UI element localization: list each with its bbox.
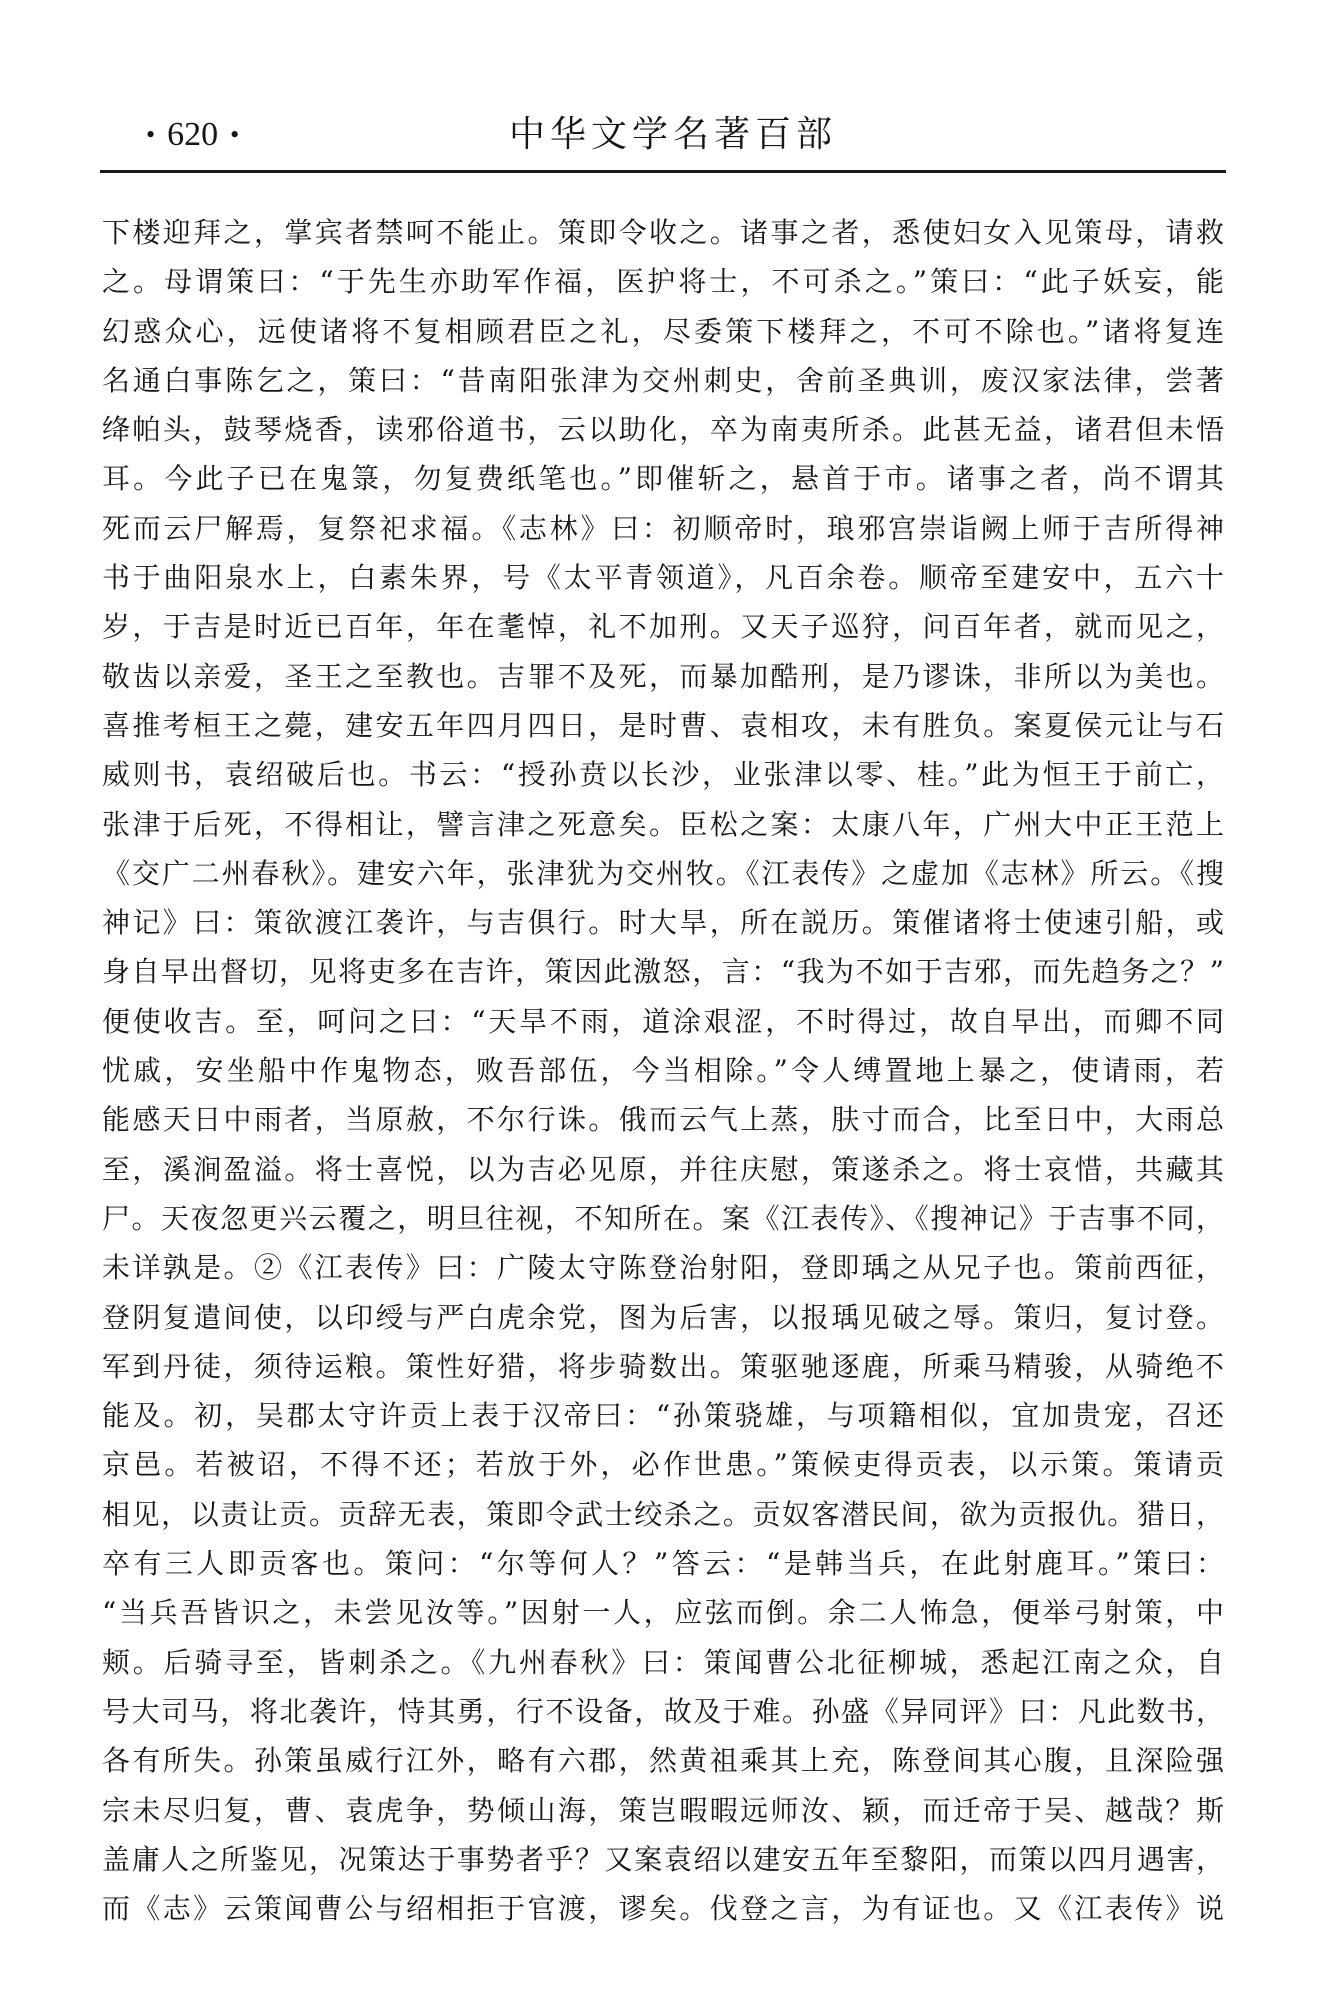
text-line: 能及。初，吴郡太守许贡上表于汉帝曰：“孙策骁雄，与项籍相似，宜加贵宠，召还 — [102, 1399, 1224, 1433]
text-line: 至，溪涧盈溢。将士喜悦，以为吉必见原，并往庆慰，策遂杀之。将士哀惜，共藏其 — [102, 1152, 1224, 1186]
text-line: 威则书，袁绍破后也。书云：“授孙贲以长沙，业张津以零、桂。”此为恒王于前亡， — [102, 758, 1224, 792]
text-line: 敬齿以亲爱，圣王之至教也。吉罪不及死，而暴加酷刑，是乃谬诛，非所以为美也。 — [102, 659, 1224, 693]
text-line: 军到丹徒，须待运粮。策性好猎，将步骑数出。策驱驰逐鹿，所乘马精骏，从骑绝不 — [102, 1349, 1224, 1383]
text-line: 幻惑众心，远使诸将不复相顾君臣之礼，尽委策下楼拜之，不可不除也。”诸将复连 — [102, 314, 1224, 348]
text-line: 绛帕头，鼓琴烧香，读邪俗道书，云以助化，卒为南夷所杀。此甚无益，诸君但未悟 — [102, 413, 1224, 447]
text-line: “当兵吾皆识之，未尝见汝等。”因射一人，应弦而倒。余二人怖急，便举弓射策，中 — [102, 1596, 1224, 1630]
text-line: 死而云尸解焉，复祭祀求福。《志林》曰：初顺帝时，琅邪宫崇诣阙上师于吉所得神 — [102, 511, 1224, 545]
text-line: 各有所失。孙策虽威行江外，略有六郡，然黄祖乘其上充，陈登间其心腹，且深险强 — [102, 1744, 1224, 1778]
text-line: 相见，以责让贡。贡辞无表，策即令武士绞杀之。贡奴客潜民间，欲为贡报仇。猎日， — [102, 1497, 1224, 1531]
text-line: 神记》曰：策欲渡江袭许，与吉俱行。时大旱，所在説历。策催诸将士使速引船，或 — [102, 906, 1224, 940]
folio-bullet-right: • — [230, 120, 240, 149]
text-line: 喜推考桓王之薨，建安五年四月四日，是时曹、袁相攻，未有胜负。案夏侯元让与石 — [102, 708, 1224, 742]
text-line: 忧戚，安坐船中作鬼物态，败吾部伍，今当相除。”令人缚置地上暴之，使请雨，若 — [102, 1054, 1224, 1088]
body-text — [102, 208, 1224, 1933]
text-line: 尸。天夜忽更兴云覆之，明旦往视，不知所在。案《江表传》、《搜神记》于吉事不同， — [102, 1201, 1224, 1235]
text-line: 耳。今此子已在鬼箓，勿复费纸笔也。”即催斩之，悬首于市。诸事之者，尚不谓其 — [102, 462, 1224, 496]
text-line: 盖庸人之所鉴见，况策达于事势者乎？又案袁绍以建安五年至黎阳，而策以四月遇害， — [102, 1842, 1224, 1876]
text-line: 颊。后骑寻至，皆刺杀之。《九州春秋》曰：策闻曹公北征柳城，悉起江南之众，自 — [102, 1645, 1224, 1679]
text-line: 未详孰是。②《江表传》曰：广陵太守陈登治射阳，登即瑀之从兄子也。策前西征， — [102, 1251, 1224, 1285]
text-line: 《交广二州春秋》。建安六年，张津犹为交州牧。《江表传》之虚加《志林》所云。《搜 — [102, 856, 1224, 890]
header-rule — [100, 170, 1226, 173]
text-line: 登阴复遣间使，以印绶与严白虎余党，图为后害，以报瑀见破之辱。策归，复讨登。 — [102, 1300, 1224, 1334]
text-line: 名通白事陈乞之，策曰：“昔南阳张津为交州刺史，舍前圣典训，废汉家法律，尝著 — [102, 363, 1224, 397]
page-number: 620 — [167, 116, 219, 153]
text-line: 京邑。若被诏，不得不还；若放于外，必作世患。”策候吏得贡表，以示策。策请贡 — [102, 1448, 1224, 1482]
text-line: 号大司马，将北袭许，恃其勇，行不设备，故及于难。孙盛《异同评》曰：凡此数书， — [102, 1694, 1224, 1728]
folio-bullet-left: • — [146, 120, 156, 149]
running-title: 中华文学名著百部 — [508, 114, 837, 155]
text-line: 书于曲阳泉水上，白素朱界，号《太平青领道》，凡百余卷。顺帝至建安中，五六十 — [102, 561, 1224, 595]
text-line: 身自早出督切，见将吏多在吉许，策因此激怒，言：“我为不如于吉邪，而先趋务之？” — [102, 955, 1224, 989]
text-line: 而《志》云策闻曹公与绍相拒于官渡，谬矣。伐登之言，为有证也。又《江表传》说 — [102, 1892, 1224, 1926]
text-line: 卒有三人即贡客也。策问：“尔等何人？”答云：“是韩当兵，在此射鹿耳。”策曰： — [102, 1547, 1224, 1581]
text-line: 下楼迎拜之，掌宾者禁呵不能止。策即令收之。诸事之者，悉使妇女入见策母，请救 — [102, 216, 1224, 249]
text-line: 岁，于吉是时近已百年，年在耄悼，礼不加刑。又天子巡狩，问百年者，就而见之， — [102, 610, 1224, 644]
page-number-marker — [146, 112, 239, 158]
text-line: 张津于后死，不得相让，譬言津之死意矣。臣松之案：太康八年，广州大中正王范上 — [102, 807, 1224, 841]
text-line: 宗未尽归复，曹、袁虎争，势倾山海，策岂暇暇远师汝、颖，而迁帝于吴、越哉？斯 — [102, 1793, 1224, 1827]
text-line: 之。母谓策曰：“于先生亦助军作福，医护将士，不可杀之。”策曰：“此子妖妄，能 — [102, 265, 1224, 299]
text-line: 能感天日中雨者，当原赦，不尔行诛。俄而云气上蒸，肤寸而合，比至日中，大雨总 — [102, 1103, 1224, 1137]
text-line: 便使收吉。至，呵问之曰：“天旱不雨，道涂艰涩，不时得过，故自早出，而卿不同 — [102, 1004, 1224, 1038]
